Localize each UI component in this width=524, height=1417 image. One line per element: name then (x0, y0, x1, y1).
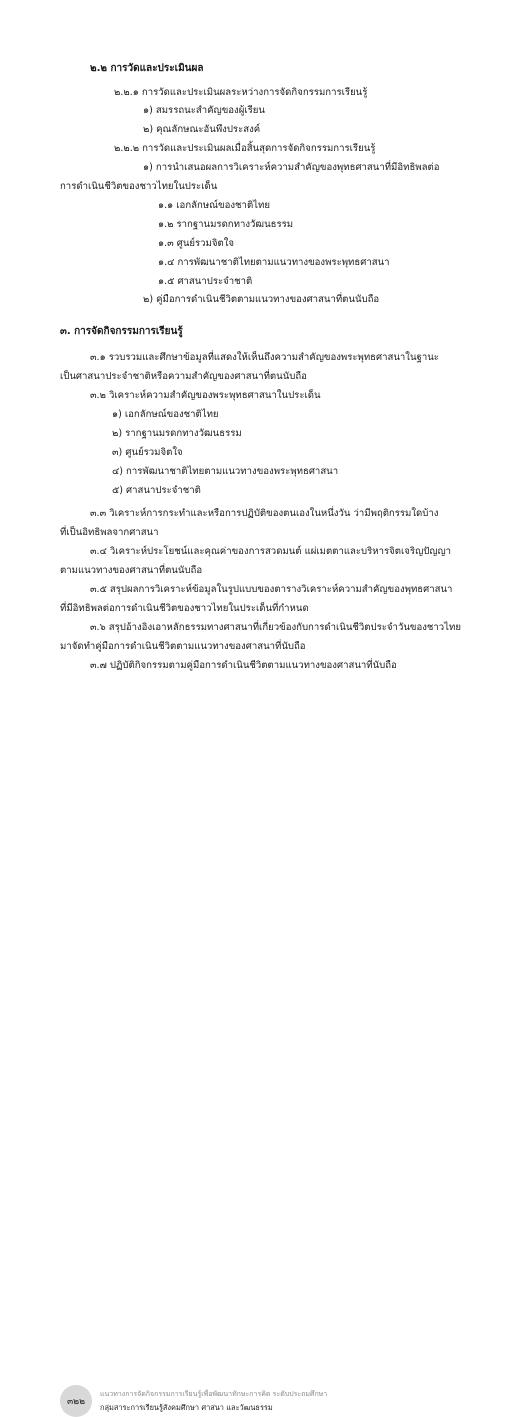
list-item: ๑.๕ ศาสนาประจำชาติ (158, 276, 253, 287)
paragraph: ๓.๕ สรุปผลการวิเคราะห์ข้อมูลในรูปแบบของตารางวิเคราะห์ความสำคัญของพุทธศาสนา (90, 584, 453, 595)
paragraph: ๓.๓ วิเคราะห์การกระทำและหรือการปฏิบัติของตนเองในหนึ่งวัน ว่ามีพฤติกรรมใดบ้าง (90, 508, 439, 519)
footer-subject-title: กลุ่มสาระการเรียนรู้สังคมศึกษา ศาสนา และวัฒนธรรม (100, 1403, 273, 1412)
subheading-2-2-2: ๒.๒.๒ การวัดและประเมินผลเมื่อสิ้นสุดการจัดกิจกรรมการเรียนรู้ (114, 143, 376, 154)
paragraph-continuation: ที่มีอิทธิพลต่อการดำเนินชีวิตของชาวไทยในประเด็นที่กำหนด (60, 603, 309, 614)
list-item: ๑) สมรรถนะสำคัญของผู้เรียน (143, 105, 265, 116)
list-item: ๑.๓ ศูนย์รวมจิตใจ (158, 238, 235, 249)
paragraph-continuation: การดำเนินชีวิตของชาวไทยในประเด็น (60, 181, 218, 192)
subheading-2-2-1: ๒.๒.๑ การวัดและประเมินผลระหว่างการจัดกิจกรรมการเรียนรู้ (114, 87, 368, 98)
paragraph: ๓.๖ สรุปอ้างอิงเอาหลักธรรมทางศาสนาที่เกี่ยวข้องกับการดำเนินชีวิตประจำวันของชาวไทย (90, 622, 461, 633)
list-item: ๒) คุณลักษณะอันพึงประสงค์ (143, 124, 261, 135)
paragraph-continuation: เป็นศาสนาประจำชาติหรือความสำคัญของศาสนาที่ตนนับถือ (60, 371, 307, 382)
section-heading-2-2: ๒.๒ การวัดและประเมินผล (90, 63, 204, 74)
section-heading-3: ๓. การจัดกิจกรรมการเรียนรู้ (60, 326, 183, 337)
paragraph: ๓.๔ วิเคราะห์ประโยชน์และคุณค่าของการสวดมนต์ แผ่เมตตาและบริหารจิตเจริญปัญญา (90, 546, 452, 557)
paragraph: ๓.๑ รวบรวมและศึกษาข้อมูลที่แสดงให้เห็นถึงความสำคัญของพระพุทธศาสนาในฐานะ (90, 352, 439, 363)
list-item: ๒) คู่มือการดำเนินชีวิตตามแนวทางของศาสนาที่ตนนับถือ (143, 294, 380, 305)
list-item: ๑.๑ เอกลักษณ์ของชาติไทย (158, 200, 270, 211)
paragraph: ๓.๗ ปฏิบัติกิจกรรมตามคู่มือการดำเนินชีวิตตามแนวทางของศาสนาที่นับถือ (90, 660, 397, 671)
page-number: ๓๒๒ (66, 1397, 86, 1407)
page-number-badge (60, 1385, 92, 1417)
paragraph: ๓.๒ วิเคราะห์ความสำคัญของพระพุทธศาสนาในประเด็น (90, 390, 321, 401)
list-item: ๔) การพัฒนาชาติไทยตามแนวทางของพระพุทธศาสนา (112, 466, 339, 477)
page-footer (0, 690, 524, 1412)
list-item: ๕) ศาสนาประจำชาติ (112, 485, 201, 496)
footer-series-title: แนวทางการจัดกิจกรรมการเรียนรู้เพื่อพัฒนาทักษะการคิด ระดับประถมศึกษา (100, 1390, 328, 1398)
list-item: ๑) เอกลักษณ์ของชาติไทย (112, 409, 219, 420)
list-item: ๓) ศูนย์รวมจิตใจ (112, 447, 183, 458)
paragraph-continuation: ตามแนวทางของศาสนาที่ตนนับถือ (60, 565, 203, 576)
paragraph-continuation: มาจัดทำคู่มือการดำเนินชีวิตตามแนวทางของศาสนาที่นับถือ (60, 641, 306, 652)
list-item: ๑.๔ การพัฒนาชาติไทยตามแนวทางของพระพุทธศาสนา (158, 257, 390, 268)
paragraph-continuation: ที่เป็นอิทธิพลจากศาสนา (60, 527, 159, 538)
list-item: ๑) การนำเสนอผลการวิเคราะห์ความสำคัญของพุทธศาสนาที่มีอิทธิพลต่อ (143, 162, 440, 173)
list-item: ๒) รากฐานมรดกทางวัฒนธรรม (112, 428, 242, 439)
list-item: ๑.๒ รากฐานมรดกทางวัฒนธรรม (158, 219, 294, 230)
